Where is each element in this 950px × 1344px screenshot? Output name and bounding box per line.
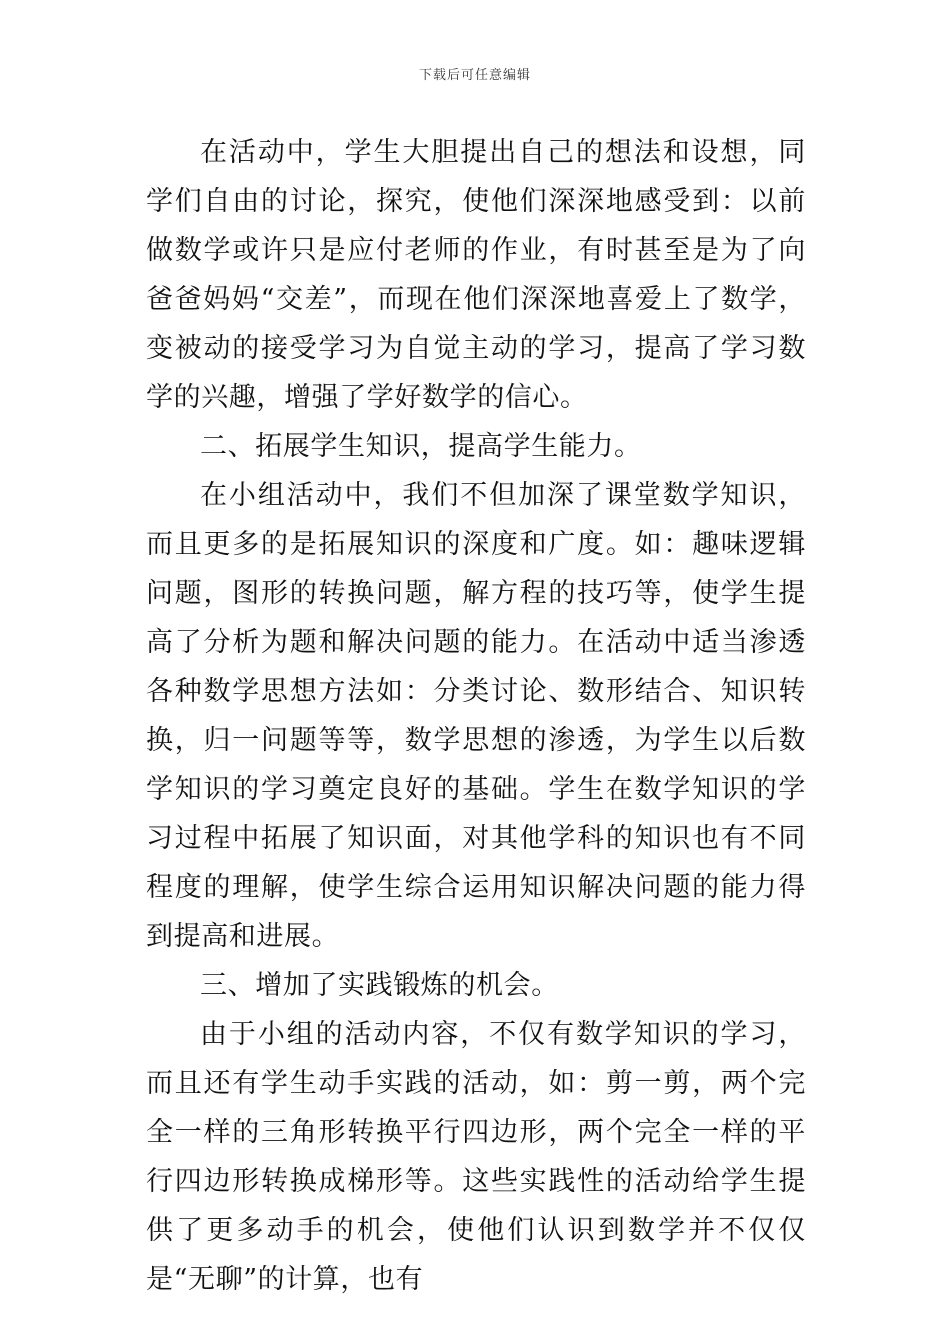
section-heading-expand-knowledge: 二、拓展学生知识，提高学生能力。 [200,431,642,462]
header-note: 下载后可任意编辑 [418,68,531,83]
section-heading-practice-opportunities: 三、增加了实践锻炼的机会。 [200,970,559,1001]
paragraph-practice-opportunities: 由于小组的活动内容，不仅有数学知识的学习，而且还有学生动手实践的活动，如：剪一剪，两个完全一样的三角形转换平行四边形，两个完全一样的平行四边形转换成梯形等。这些实践性的活动给学生提供了更多动手的机会，使他们认识到数学并不仅仅是“无聊”的计算，也有 [146,1019,806,1295]
paragraph-activity-benefits: 在活动中，学生大胆提出自己的想法和设想，同学们自由的讨论，探究，使他们深深地感受到：以前做数学或许只是应付老师的作业，有时甚至是为了向爸爸妈妈“交差”，而现在他们深深地喜爱上了数学，变被动的接受学习为自觉主动的学习，提高了学习数学的兴趣，增强了学好数学的信心。 [146,137,806,413]
paragraph-expand-knowledge: 在小组活动中，我们不但加深了课堂数学知识，而且更多的是拓展知识的深度和广度。如：趣味逻辑问题，图形的转换问题，解方程的技巧等，使学生提高了分析为题和解决问题的能力。在活动中适当渗透各种数学思想方法如：分类讨论、数形结合、知识转换，归一问题等等，数学思想的渗透，为学生以后数学知识的学习奠定良好的基础。学生在数学知识的学习过程中拓展了知识面，对其他学科的知识也有不同程度的理解，使学生综合运用知识解决问题的能力得到提高和进展。 [146,480,806,952]
document-body [146,128,806,1304]
